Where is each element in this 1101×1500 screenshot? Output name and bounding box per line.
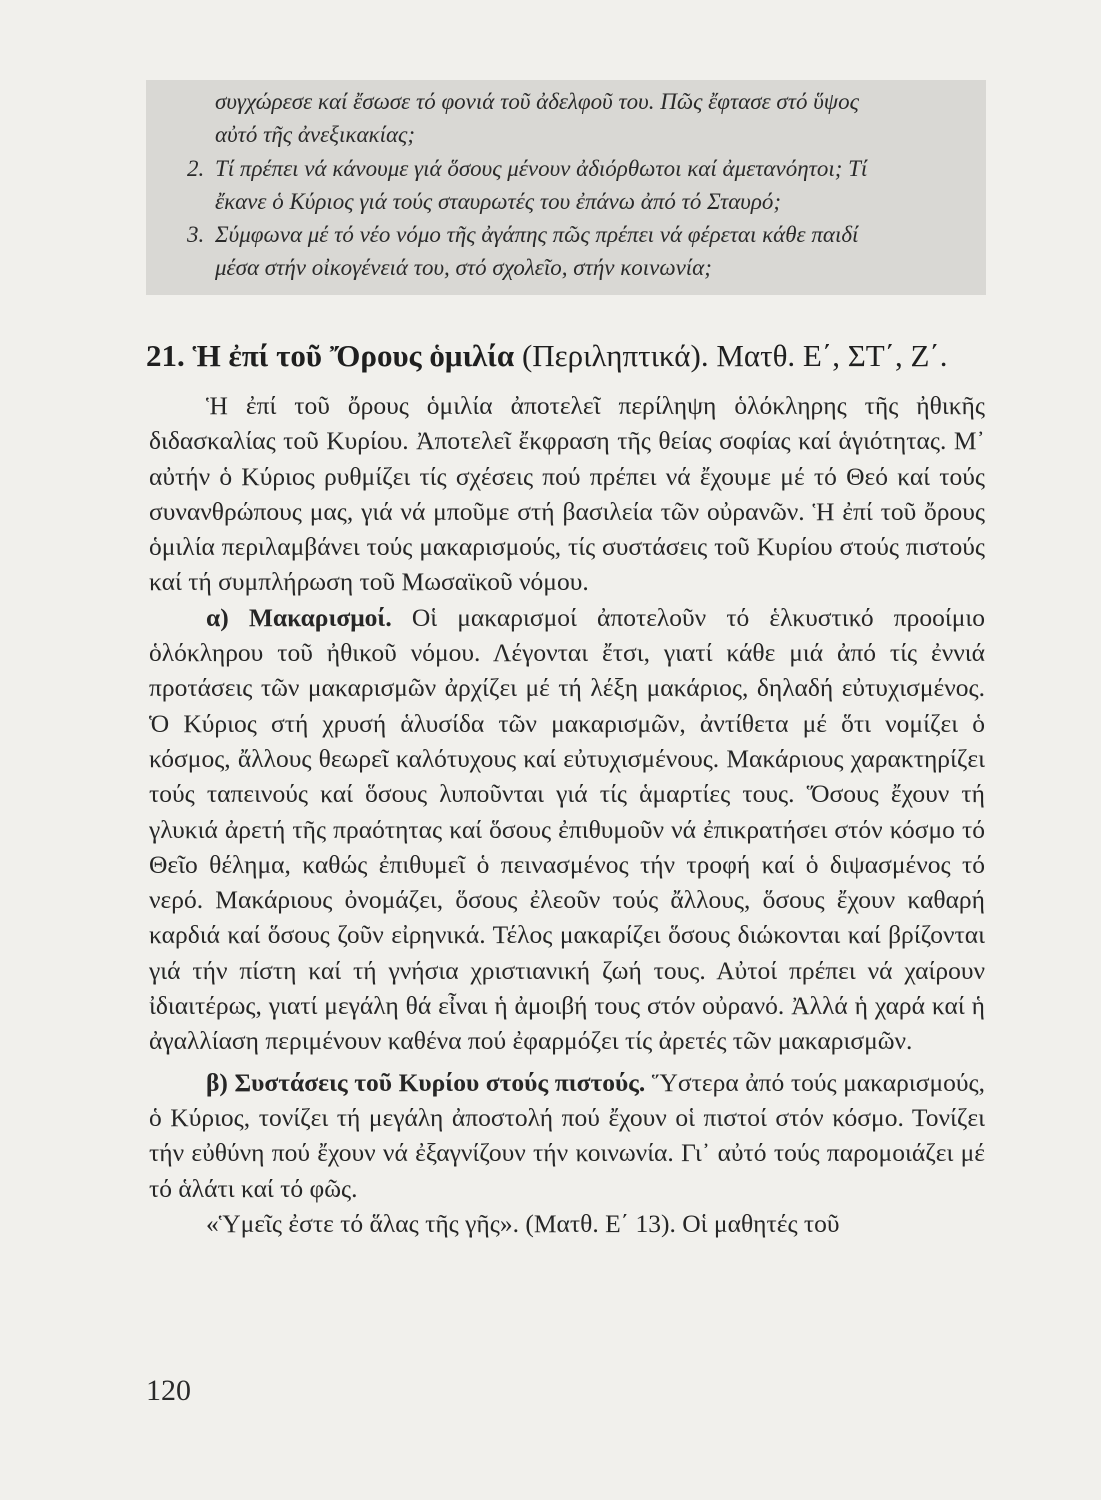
beatitudes-subheading: α) Μακαρισμοί. xyxy=(206,602,392,632)
question-1-line-2: αὐτό τῆς ἀνεξικακίας; xyxy=(215,122,416,147)
quote-paragraph: «Ὑμεῖς ἐστε τό ἅλας τῆς γῆς». (Ματθ. Ε΄ 13). Οἱ μαθητές τοῦ xyxy=(206,1208,840,1238)
question-2-line-2: ἔκανε ὁ Κύριος γιά τούς σταυρωτές του ἐπάνω ἀπό τό Σταυρό; xyxy=(215,189,782,214)
question-3-line-2: μέσα στήν οἰκογένειά του, στό σχολεῖο, στήν κοινωνία; xyxy=(215,255,712,280)
question-3-number: 3. xyxy=(187,222,205,247)
question-2-number: 2. xyxy=(187,156,205,181)
section-heading-reference: (Περιληπτικά). Ματθ. Ε΄, ΣΤ΄, Ζ΄. xyxy=(521,338,948,373)
beatitudes-text: Οἱ μακαρισμοί ἀποτελοῦν τό ἑλκυστικό προοίμιο ὁλόκληρου τοῦ ἠθικοῦ νόμου. Λέγονται ἔτσι, γιατί κάθε μιά ἀπό τίς ἐννιά προτάσεις τῶν μακαρισμῶν ἀρχίζει μέ τή λέξη μακάριος, δηλαδή εὐτυχισμένος. Ὁ Κύριος στή χρυσή ἁλυσίδα τῶν μακαρισμῶν, ἀντίθετα μέ ὅτι νομίζει ὁ κόσμος, ἄλλους θεωρεῖ καλότυχους καί εὐτυχισμένους. Μακάριους χαρακτηρίζει τούς ταπεινούς καί ὅσους λυποῦνται γιά τίς ἁμαρτίες τους. Ὅσους ἔχουν τή γλυκιά ἀρετή τῆς πραότητας καί ὅσους ἐπιθυμοῦν νά ἐπικρατήσει στόν κόσμο τό Θεῖο θέλημα, καθώς ἐπιθυμεῖ ὁ πεινασμένος τήν τροφή καί ὁ διψασμένος τό νερό. Μακάριους ὀνομάζει, ὅσους ἐλεοῦν τούς ἄλλους, ὅσους ἔχουν καθαρή καρδιά καί ὅσους ζοῦν εἰρηνικά. Τέλος μακαρίζει ὅσους διώκονται καί βρίζονται γιά τήν πίστη καί τή γνήσια χριστιανική ζωή τους. Αὐτοί πρέπει νά χαίρουν ἰδιαιτέρως, γιατί μεγάλη θά εἶναι ἡ ἀμοιβή τους στόν οὐρανό. Ἀλλά ἡ χαρά καί ἡ ἀγαλλίαση περιμένουν καθένα πού ἐφαρμόζει τίς ἀρετές τῶν μακαρισμῶν. xyxy=(149,602,986,1056)
page-number: 120 xyxy=(146,1374,191,1407)
beatitudes-paragraph xyxy=(149,600,985,1059)
recommendations-paragraph xyxy=(149,1065,985,1206)
recommendations-text: Ὕστερα ἀπό τούς μακαρισμούς, ὁ Κύριος, τονίζει τή μεγάλη ἀποστολή πού ἔχουν οἱ πιστοί στόν κόσμο. Τονίζει τήν εὐθύνη πού ἔχουν νά ἐξαγνίζουν τήν κοινωνία. Γι᾽ αὐτό τούς παρομοιάζει μέ τό ἁλάτι καί τό φῶς. xyxy=(149,1067,985,1203)
intro-paragraph: Ἡ ἐπί τοῦ ὄρους ὁμιλία ἀποτελεῖ περίληψη ὁλόκληρης τῆς ἠθικῆς διδασκαλίας τοῦ Κυρίου. Ἀποτελεῖ ἔκφραση τῆς θείας σοφίας καί ἁγιότητας. Μ᾽ αὐτήν ὁ Κύριος ρυθμίζει τίς σχέσεις πού πρέπει νά ἔχουμε μέ τό Θεό καί τούς συνανθρώπους μας, γιά νά μποῦμε στή βασιλεία τῶν οὐρανῶν. Ἡ ἐπί τοῦ ὄρους ὁμιλία περιλαμβάνει τούς μακαρισμούς, τίς συστάσεις τοῦ Κυρίου στούς πιστούς καί τή συμπλήρωση τοῦ Μωσαϊκοῦ νόμου. xyxy=(149,391,985,597)
question-3-line-1: Σύμφωνα μέ τό νέο νόμο τῆς ἀγάπης πῶς πρέπει νά φέρεται κάθε παιδί xyxy=(215,222,859,247)
question-1-line-1: συγχώρεσε καί ἔσωσε τό φονιά τοῦ ἀδελφοῦ του. Πῶς ἔφτασε στό ὕψος xyxy=(215,89,859,114)
section-body xyxy=(149,388,985,1241)
section-heading xyxy=(146,338,948,374)
section-heading-title: 21. Ἡ ἐπί τοῦ Ὄρους ὁμιλία xyxy=(146,338,515,373)
question-2-line-1: Τί πρέπει νά κάνουμε γιά ὅσους μένουν ἀδιόρθωτοι καί ἀμετανόητοι; Τί xyxy=(215,156,868,181)
recommendations-subheading: β) Συστάσεις τοῦ Κυρίου στούς πιστούς. xyxy=(206,1067,646,1097)
